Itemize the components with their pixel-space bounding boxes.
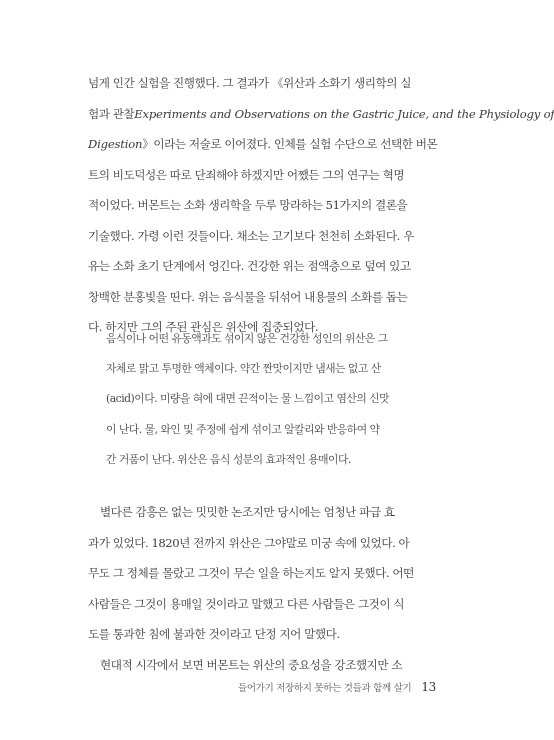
text-line: 유는 소화 초기 단계에서 엉긴다. 건강한 위는 점액층으로 덮여 있고 bbox=[88, 259, 411, 273]
text-line: 트의 비도덕성은 따로 단죄해야 하겠지만 어쨌든 그의 연구는 혁명 bbox=[88, 167, 405, 182]
text-line: 과가 있었다. 1820년 전까지 위산은 그야말로 미궁 속에 있었다. 아 bbox=[88, 535, 410, 550]
text-line: 적이었다. 버몬트는 소화 생리학을 두루 망라하는 51가지의 결론을 bbox=[88, 198, 408, 212]
page-footer bbox=[88, 680, 436, 694]
quote-line: 이 난다. 물, 와인 및 주정에 쉽게 섞이고 알칼리와 반응하여 약 bbox=[106, 422, 380, 436]
quote-line: 자체로 맑고 투명한 액체이다. 약간 짠맛이지만 냄새는 없고 산 bbox=[106, 362, 381, 376]
text-line: 사람들은 그것이 용매일 것이라고 말했고 다른 사람들은 그것이 식 bbox=[88, 596, 405, 611]
text-fragment: 험과 관찰 bbox=[88, 106, 135, 121]
text-line: 도를 통과한 침에 불과한 것이라고 단정 지어 말했다. bbox=[88, 627, 340, 641]
text-line: 기술했다. 가령 이런 것들이다. 채소는 고기보다 천천히 소화된다. 우 bbox=[88, 228, 414, 243]
text-line: 창백한 분홍빛을 띤다. 위는 음식물을 뒤섞어 내용물의 소화를 돕는 bbox=[88, 289, 408, 304]
quote-line: 음식이나 어떤 유동액과도 섞이지 않은 건강한 성인의 위산은 그 bbox=[106, 332, 388, 345]
text-fragment: 》이라는 저술로 이어졌다. 인체를 실험 수단으로 선택한 버몬 bbox=[142, 137, 438, 151]
quote-line: 간 거품이 난다. 위산은 음식 성분의 효과적인 용매이다. bbox=[106, 452, 351, 466]
english-title-italic: Experiments and Observations on the Gastric Juice, and the Physiology of bbox=[134, 106, 554, 121]
text-line: 다. 하지만 그의 주된 관심은 위산에 집중되었다. bbox=[88, 320, 319, 334]
page-number: 13 bbox=[421, 680, 436, 694]
running-title: 들어가기 저장하지 못하는 것들과 함께 살기 bbox=[237, 683, 412, 694]
quote-line: (acid)이다. 미량을 혀에 대면 끈적이는 물 느낌이고 염산의 신맛 bbox=[106, 392, 390, 406]
paragraph-1 bbox=[88, 68, 554, 343]
block-quote bbox=[106, 324, 436, 475]
paragraph-2 bbox=[88, 497, 438, 680]
text-line: 별다른 감흥은 없는 밋밋한 논조지만 당시에는 엄청난 파급 효 bbox=[100, 505, 395, 519]
text-line: 무도 그 정체를 몰랐고 그것이 무슨 일을 하는지도 알지 못했다. 어떤 bbox=[88, 566, 414, 580]
text-line bbox=[88, 129, 438, 160]
text-line: 현대적 시각에서 보면 버몬트는 위산의 중요성을 강조했지만 소 bbox=[100, 657, 403, 672]
text-line bbox=[88, 99, 554, 130]
text-line: 넘게 인간 실험을 진행했다. 그 결과가 《위산과 소화기 생리학의 실 bbox=[88, 76, 411, 90]
english-title-italic-end: Digestion bbox=[88, 137, 143, 151]
